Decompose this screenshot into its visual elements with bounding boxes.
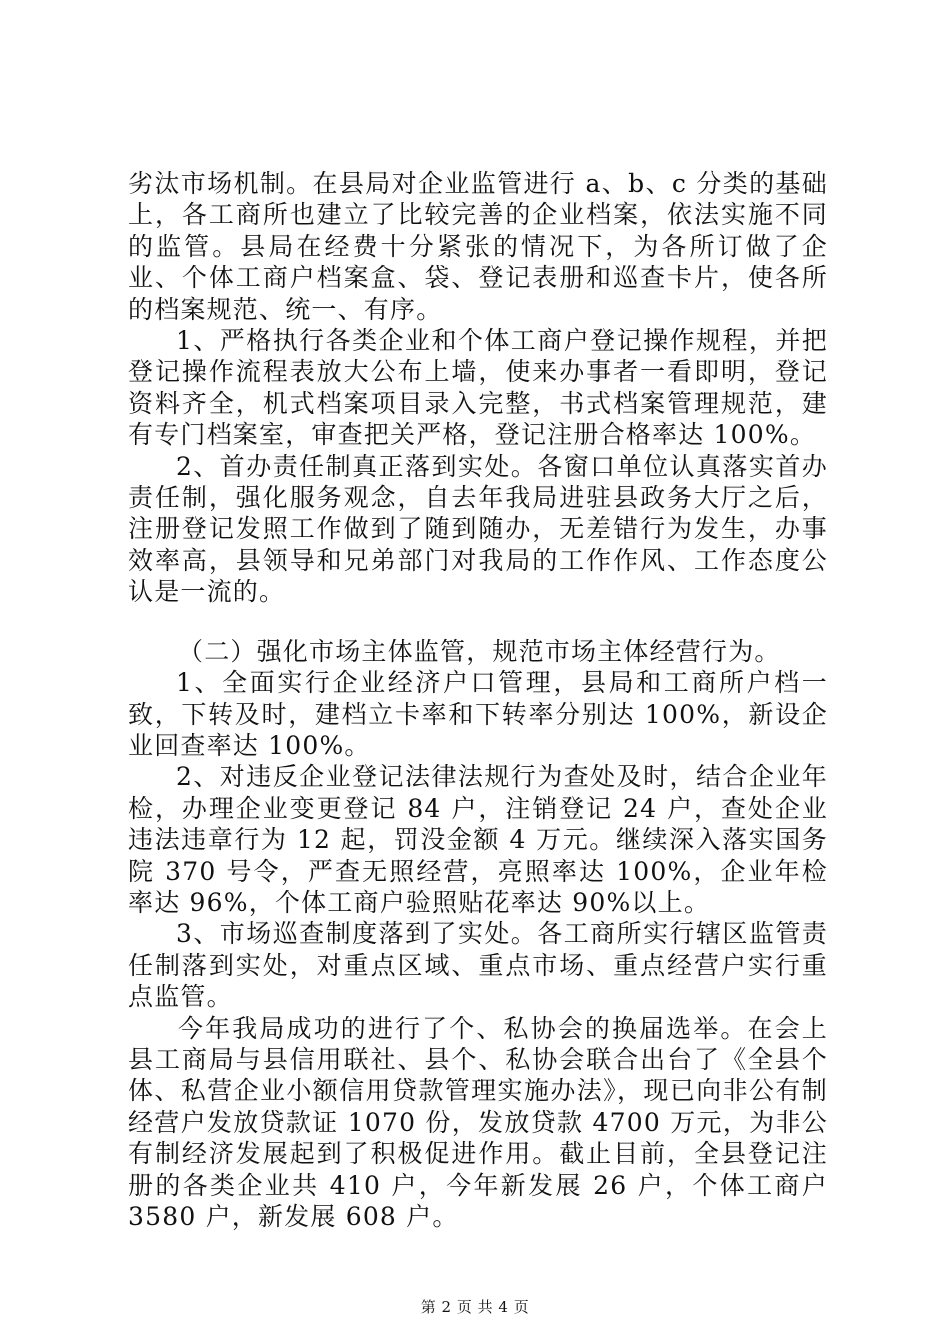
document-body (128, 168, 828, 1232)
paragraph-item-1: 1、全面实行企业经济户口管理，县局和工商所户档一致，下转及时，建档立卡率和下转率分别达 100%，新设企业回查率达 100%。 (128, 668, 828, 760)
paragraph-item-2: 2、对违反企业登记法律法规行为查处及时，结合企业年检，办理企业变更登记 84 户，注销登记 24 户，查处企业违法违章行为 12 起，罚没金额 4 万元。继续深入落实国务院 370 号令，严查无照经营，亮照率达 100%，企业年检率达 96%，个体工商户验照贴花率达 90%以上。 (128, 762, 828, 917)
paragraph-intro: 劣汰市场机制。在县局对企业监管进行 a、b、c 分类的基础上，各工商所也建立了比较完善的企业档案，依法实施不同的监管。县局在经费十分紧张的情况下，为各所订做了企业、个体工商户档案盒、袋、登记表册和巡查卡片，使各所的档案规范、统一、有序。 (128, 169, 828, 324)
paragraph-item-2: 2、首办责任制真正落到实处。各窗口单位认真落实首办责任制，强化服务观念，自去年我局进驻县政务大厅之后，注册登记发照工作做到了随到随办，无差错行为发生，办事效率高，县领导和兄弟部门对我局的工作作风、工作态度公认是一流的。 (128, 451, 828, 607)
page-footer: 第 2 页 共 4 页 (420, 1298, 530, 1316)
section-heading: （二）强化市场主体监管，规范市场主体经营行为。 (178, 636, 781, 666)
paragraph-summary: 今年我局成功的进行了个、私协会的换届选举。在会上县工商局与县信用联社、县个、私协会联合出台了《全县个体、私营企业小额信用贷款管理实施办法》，现已向非公有制经营户发放贷款证 1070 份，发放贷款 4700 万元，为非公有制经济发展起到了积极促进作用。截止目前，全县登记注册的各类企业共 410 户，今年新发展 26 户，个体工商户 3580 户，新发展 608 户。 (128, 1013, 828, 1231)
paragraph-gap (128, 608, 828, 636)
paragraph-item-3: 3、市场巡查制度落到了实处。各工商所实行辖区监管责任制落到实处，对重点区域、重点市场、重点经营户实行重点监管。 (128, 919, 828, 1012)
paragraph-item-1: 1、严格执行各类企业和个体工商户登记操作规程，并把登记操作流程表放大公布上墙，使来办事者一看即明，登记资料齐全，机式档案项目录入完整，书式档案管理规范，建有专门档案室，审查把关严格，登记注册合格率达 100%。 (128, 326, 828, 450)
